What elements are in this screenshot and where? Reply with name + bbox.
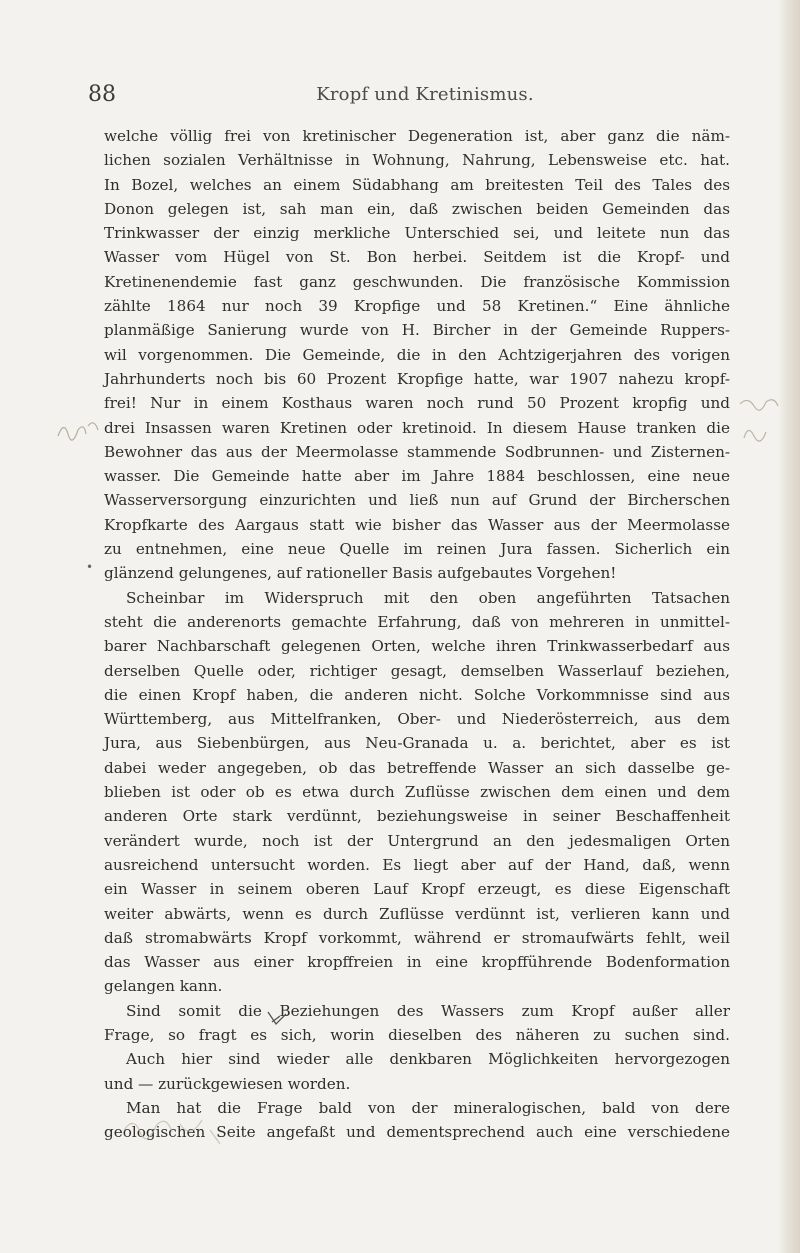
text-line: zu entnehmen, eine neue Quelle im reinen Jura fassen. Sicherlich ein — [104, 540, 730, 559]
text-line: Frage, so fragt es sich, worin dieselben des näheren zu suchen sind. — [104, 1025, 730, 1044]
text-line: Wasser vom Hügel von St. Bon herbei. Seitdem ist die Kropf- und — [104, 248, 730, 267]
text-line: gelangen kann. — [104, 977, 223, 996]
text-line: drei Insassen waren Kretinen oder kretinoid. In diesem Hause tranken die — [104, 418, 730, 437]
text-line: wasser. Die Gemeinde hatte aber im Jahre 1884 beschlossen, eine neue — [104, 467, 730, 486]
paragraph-3 — [104, 999, 730, 1096]
text-line: und — zurückgewiesen worden. — [104, 1074, 351, 1093]
checkmark-icon — [266, 1010, 288, 1028]
text-line: ein Wasser in seinem oberen Lauf Kropf erzeugt, es diese Eigenschaft — [104, 880, 730, 899]
text-line: Kropfkarte des Aargaus statt wie bisher das Wasser aus der Meermolasse — [104, 515, 730, 534]
paragraph-1 — [104, 124, 730, 586]
text-line: Bewohner das aus der Meermolasse stammende Sodbrunnen- und Zisternen- — [104, 442, 730, 461]
text-line: Kretinenendemie fast ganz geschwunden. Die französische Kommission — [104, 272, 730, 291]
text-line: das Wasser aus einer kropffreien in eine kropfführende Bodenformation — [104, 953, 730, 972]
page-header — [0, 82, 800, 110]
text-line: anderen Orte stark verdünnt, beziehungsweise in seiner Beschaffenheit — [104, 807, 730, 826]
pencil-scribble-left — [56, 416, 100, 448]
text-line: wil vorgenommen. Die Gemeinde, die in den Achtzigerjahren des vorigen — [104, 345, 730, 364]
scribble-icon — [120, 1110, 230, 1150]
page-edge-shadow — [778, 0, 800, 1253]
text-line: weiter abwärts, wenn es durch Zuflüsse verdünnt ist, verlieren kann und — [104, 904, 730, 923]
text-line: glänzend gelungenes, auf rationeller Basis aufgebautes Vorgehen! — [104, 564, 617, 583]
text-line: frei! Nur in einem Kosthaus waren noch rund 50 Prozent kropfig und — [104, 394, 730, 413]
text-line: blieben ist oder ob es etwa durch Zuflüsse zwischen dem einen und dem — [104, 783, 730, 802]
text-line: In Bozel, welches an einem Südabhang am breitesten Teil des Tales des — [104, 175, 730, 194]
text-line: lichen sozialen Verhältnisse in Wohnung, Nahrung, Lebensweise etc. hat. — [104, 151, 730, 170]
text-line: geologischen Seite angefaßt und dementsprechend auch eine verschiedene — [104, 1123, 730, 1142]
running-head: Kropf und Kretinismus. — [316, 84, 534, 105]
text-line: barer Nachbarschaft gelegenen Orten, welche ihren Trinkwasserbedarf aus — [104, 637, 730, 656]
text-line: Trinkwasser der einzig merkliche Unterschied sei, und leitete nun das — [104, 224, 730, 243]
text-line: zählte 1864 nur noch 39 Kropfige und 58 Kretinen.“ Eine ähnliche — [104, 297, 730, 316]
text-line: Donon gelegen ist, sah man ein, daß zwischen beiden Gemeinden das — [104, 199, 730, 218]
text-line: Man hat die Frage bald von der mineralogischen, bald von dere — [126, 1098, 730, 1117]
text-line: daß stromabwärts Kropf vorkommt, während er stromaufwärts fehlt, weil — [104, 928, 730, 947]
text-line: Württemberg, aus Mittelfranken, Ober- und Niederösterreich, aus dem — [104, 710, 730, 729]
pencil-scribble-right — [738, 394, 784, 454]
text-line: welche völlig frei von kretinischer Degeneration ist, aber ganz die näm- — [104, 127, 730, 145]
bullet-mark: • — [86, 560, 94, 574]
page-number: 88 — [88, 82, 116, 107]
text-line: Jura, aus Siebenbürgen, aus Neu-Granada u. a. berichtet, aber es ist — [104, 734, 730, 753]
scribble-icon — [56, 416, 100, 444]
text-line: steht die anderenorts gemachte Erfahrung, daß von mehreren in unmittel- — [104, 612, 730, 631]
text-line: Jahrhunderts noch bis 60 Prozent Kropfige hatte, war 1907 nahezu kropf- — [104, 369, 730, 388]
text-line: planmäßige Sanierung wurde von H. Bircher in der Gemeinde Ruppers- — [104, 321, 730, 340]
text-line: dabei weder angegeben, ob das betreffende Wasser an sich dasselbe ge- — [104, 758, 730, 777]
text-line: Auch hier sind wieder alle denkbaren Möglichkeiten hervorgezogen — [126, 1050, 730, 1069]
paragraph-2 — [104, 586, 730, 999]
text-line: verändert wurde, noch ist der Untergrund an den jedesmaligen Orten — [104, 831, 730, 850]
scribble-icon — [738, 394, 784, 450]
pencil-scribble-bottom — [120, 1110, 230, 1154]
text-line: ausreichend untersucht worden. Es liegt aber auf der Hand, daß, wenn — [104, 855, 730, 874]
text-line: die einen Kropf haben, die anderen nicht. Solche Vorkommnisse sind aus — [104, 685, 730, 704]
text-line: derselben Quelle oder, richtiger gesagt, demselben Wasserlauf beziehen, — [104, 661, 730, 680]
text-line: Scheinbar im Widerspruch mit den oben angeführten Tatsachen — [126, 588, 730, 607]
body-text — [104, 124, 730, 1144]
check-mark — [266, 1010, 288, 1032]
text-line: Wasserversorgung einzurichten und ließ nun auf Grund der Bircherschen — [104, 491, 730, 510]
text-line: Sind somit die Beziehungen des Wassers zum Kropf außer aller — [126, 1001, 730, 1020]
